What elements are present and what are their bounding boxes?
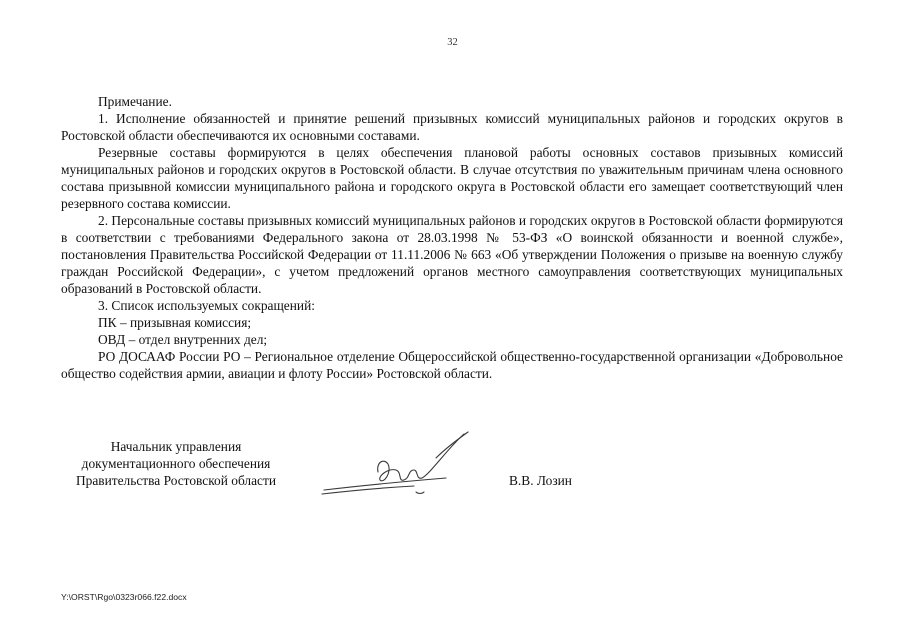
abbreviation-pk: ПК – призывная комиссия; bbox=[98, 315, 252, 330]
file-path-footer: Y:\ORST\Rgo\0323r066.f22.docx bbox=[61, 592, 187, 602]
document-body bbox=[61, 93, 843, 382]
signatory-name: В.В. Лозин bbox=[509, 473, 572, 488]
handwritten-signature bbox=[318, 428, 474, 500]
abbreviations-heading: 3. Список используемых сокращений: bbox=[98, 298, 315, 313]
signatory-title-line: Правительства Ростовской области bbox=[75, 473, 277, 488]
paragraph-1: 1. Исполнение обязанностей и принятие решений призывных комиссий муниципальных районов и городских округов в Ростовской области обеспечиваются их основными составами. bbox=[61, 111, 843, 143]
abbreviation-dosaaf: РО ДОСААФ России РО – Региональное отделение Общероссийской общественно-государственной организации «Добровольное общество содействия армии, авиации и флоту России» Ростовской области. bbox=[61, 349, 843, 381]
signatory-title bbox=[60, 438, 292, 489]
signatory-title-line: Начальник управления bbox=[110, 439, 242, 454]
note-heading: Примечание. bbox=[98, 94, 172, 109]
abbreviation-ovd: ОВД – отдел внутренних дел; bbox=[98, 332, 268, 347]
signatory-title-line: документационного обеспечения bbox=[81, 456, 271, 471]
page-number: 32 bbox=[447, 37, 458, 48]
paragraph-2: 2. Персональные составы призывных комиссий муниципальных районов и городских округов в Ростовской области формируются в соответствии с требованиями Федерального закона от 28.03.1998 № 53-ФЗ «О воинской обязанности и военной службе», постановления Правительства Российской Федерации от 11.11.2006 № 663 «Об утверждении Положения о призыве на военную службу граждан Российской Федерации», с учетом предложений органов местного самоуправления соответствующих муниципальных образований в Ростовской области. bbox=[61, 213, 843, 296]
paragraph-reserve: Резервные составы формируются в целях обеспечения плановой работы основных составов призывных комиссий муниципальных районов и городских округов в Ростовской области. В случае отсутствия по уважительным причинам члена основного состава призывной комиссии муниципального района и городского округа в Ростовской области его замещает соответствующий член резервного состава комиссии. bbox=[61, 145, 843, 211]
